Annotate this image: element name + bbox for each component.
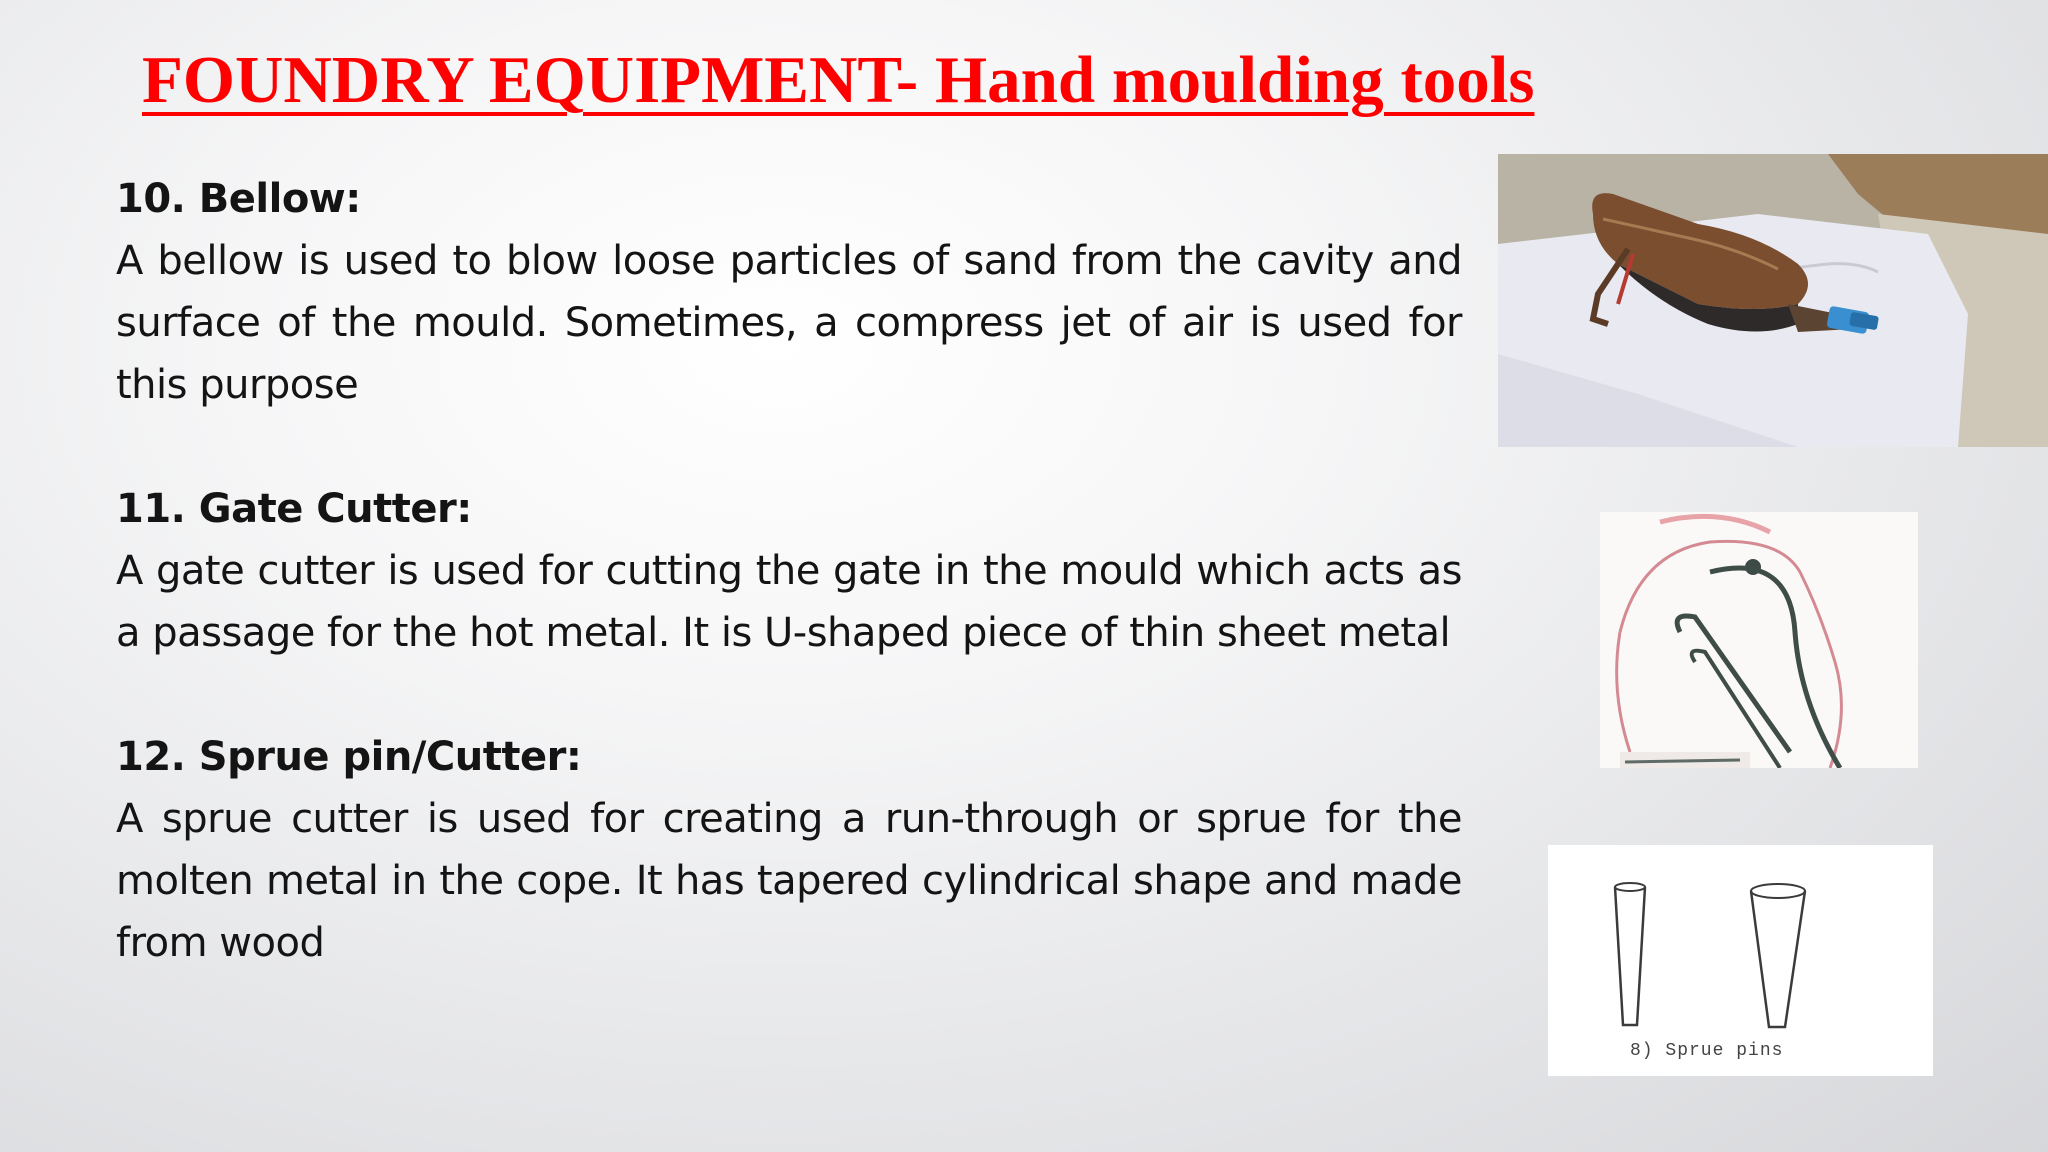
section-heading: 11. Gate Cutter: (116, 486, 472, 532)
section-heading: 12. Sprue pin/Cutter: (116, 734, 582, 780)
section-text: A bellow is used to blow loose particles of sand from the cavity and surface of the mould. Sometimes, a compress jet of air is used for this purpose (116, 238, 1462, 408)
section-text: A gate cutter is used for cutting the gate in the mould which acts as a passage for the hot metal. It is U-shaped piece of thin sheet metal (116, 548, 1462, 656)
sprue-pins-sketch (1548, 845, 1933, 1076)
content-column (116, 168, 1462, 1036)
bellow-photo (1498, 154, 2048, 447)
image-caption: 8) Sprue pins (1630, 1041, 1784, 1061)
section-text: A sprue cutter is used for creating a run-through or sprue for the molten metal in the cope. It has tapered cylindrical shape and made from wood (116, 796, 1462, 966)
section-sprue-cutter (116, 726, 1462, 974)
gate-cutter-sketch (1600, 512, 1918, 768)
section-heading: 10. Bellow: (116, 176, 361, 222)
slide-title: FOUNDRY EQUIPMENT- Hand moulding tools (142, 43, 1535, 117)
section-bellow (116, 168, 1462, 416)
section-gate-cutter (116, 478, 1462, 664)
